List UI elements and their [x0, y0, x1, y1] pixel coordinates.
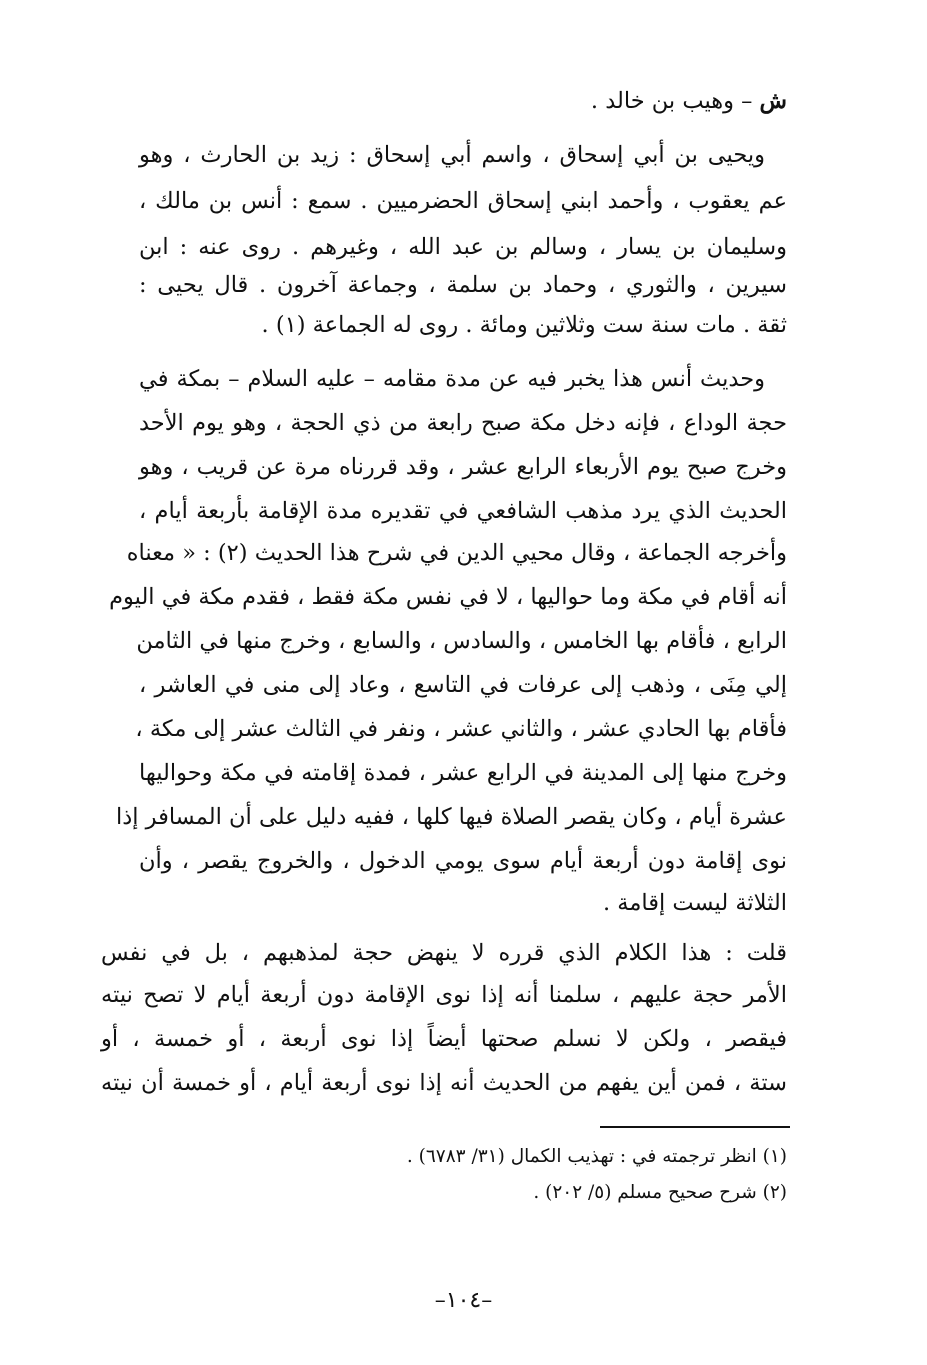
text-line: ويحيى بن أبي إسحاق ، واسم أبي إسحاق : زيد بن الحارث ، وهو: [139, 142, 765, 168]
text-line: إلي مِنَى ، وذهب إلى عرفات في التاسع ، وعاد إلى منى في العاشر ،: [139, 672, 787, 698]
entry-name: – وهيب بن خالد .: [590, 88, 753, 114]
footnote: (٢) شرح صحيح مسلم (٥/ ٢٠٢) .: [533, 1182, 787, 1203]
text-line: الأمر حجة عليهم ، سلمنا أنه إذا نوى الإقامة دون أربعة أيام لا تصح نيته: [101, 982, 787, 1008]
text-line: الرابع ، فأقام بها الخامس ، والسادس ، والسابع ، وخرج منها في الثامن: [136, 628, 787, 654]
text-line: وسليمان بن يسار ، وسالم بن عبد الله ، وغيرهم . روى عنه : ابن: [139, 234, 787, 260]
text-line: قلت : هذا الكلام الذي قرره لا ينهض حجة لمذهبهم ، بل في نفس: [101, 940, 787, 966]
text-line: ثقة . مات سنة ست وثلاثين ومائة . روى له الجماعة (١) .: [261, 312, 787, 338]
footnote-separator: [600, 1126, 790, 1128]
text-line: فأقام بها الحادي عشر ، والثاني عشر ، ونفر في الثالث عشر إلى مكة ،: [135, 716, 787, 742]
page-number: –١٠٤–: [434, 1288, 493, 1313]
footnote: (١) انظر ترجمته في : تهذيب الكمال (٣١/ ٦٧٨٣) .: [406, 1146, 787, 1167]
text-line: وخرج صبح يوم الأربعاء الرابع عشر ، وقد قررناه مرة عن قريب ، وهو: [139, 454, 787, 480]
text-line: فيقصر ، ولكن لا نسلم صحتها أيضاً إذا نوى أربعة ، أو خمسة ، أو: [101, 1026, 787, 1052]
text-line: نوى إقامة دون أربعة أيام سوى يومي الدخول ، والخروج يقصر ، وأن: [139, 848, 787, 874]
text-line: الحديث الذي يرد مذهب الشافعي في تقديره مدة الإقامة بأربعة أيام ،: [139, 498, 787, 524]
entry-header: [591, 86, 787, 116]
text-line: وخرج منها إلى المدينة في الرابع عشر ، فمدة إقامته في مكة وحواليها: [139, 760, 787, 786]
text-line: أنه أقام في مكة وما حواليها ، لا في نفس مكة فقط ، فقدم مكة في اليوم: [109, 584, 787, 610]
text-line: وأخرجه الجماعة ، وقال محيي الدين في شرح هذا الحديث (٢) : « معناه: [126, 540, 787, 566]
text-line: سيرين ، والثوري ، وحماد بن سلمة ، وجماعة آخرون . قال يحيى :: [139, 272, 787, 298]
text-line: عشرة أيام ، وكان يقصر الصلاة فيها كلها ، ففيه دليل على أن المسافر إذا: [115, 804, 787, 830]
text-line: الثلاثة ليست إقامة .: [602, 890, 787, 916]
text-line: عم يعقوب ، وأحمد ابني إسحاق الحضرميين . سمع : أنس بن مالك ،: [139, 188, 787, 214]
abbreviation-symbol: ش: [759, 88, 787, 114]
text-line: وحديث أنس هذا يخبر فيه عن مدة مقامه – عليه السلام – بمكة في: [139, 366, 765, 392]
text-line: ستة ، فمن أين يفهم من الحديث أنه إذا نوى أربعة أيام ، أو خمسة أن نيته: [101, 1070, 787, 1096]
text-line: حجة الوداع ، فإنه دخل مكة صبح رابعة من ذي الحجة ، وهو يوم الأحد: [139, 410, 787, 436]
